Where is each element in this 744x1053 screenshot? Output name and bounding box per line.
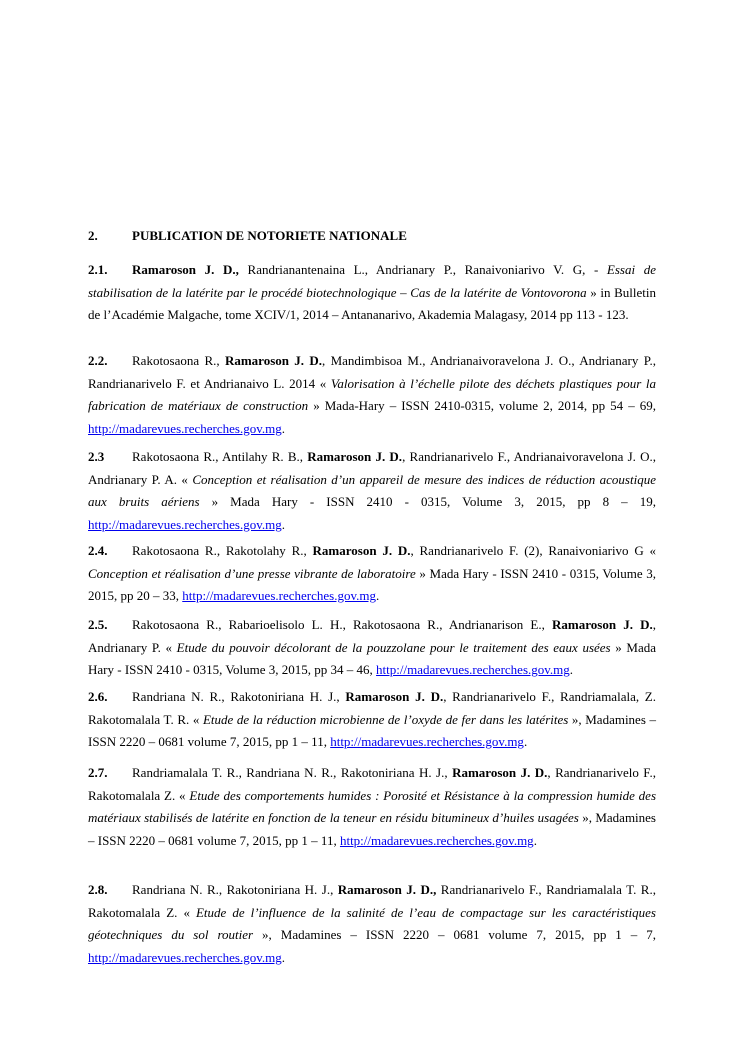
- entry-number: 2.7.: [88, 765, 108, 780]
- entry-lead: Randriamalala T. R., Randriana N. R., Rakotoniriana H. J.,: [132, 765, 453, 780]
- entry-authors: Randrianarivelo F., Randriamalala T. R., Rakotomalala Z. «: [88, 882, 656, 920]
- entry-title: Etude du pouvoir décolorant de la pouzzolane pour le traitement des eaux usées: [176, 639, 611, 655]
- entry-end: .: [533, 832, 537, 848]
- section-number: 2.: [88, 228, 98, 243]
- entry-end: .: [375, 588, 380, 603]
- entry-lead: Rakotosaona R., Rakotolahy R.,: [132, 543, 313, 558]
- entry-title: Valorisation à l’échelle pilote des déchets plastiques pour la fabrication de matériaux de construction: [88, 375, 656, 413]
- entry-lead: Rakotosaona R.,: [132, 353, 225, 368]
- entry-authors: , Mandimbisoa M., Andrianaivoravelona J. O., Andrianary P., Randrianarivelo F. et Andrianaivo L. 2014 «: [88, 353, 656, 391]
- section-heading: [88, 227, 656, 245]
- entry-details: » Mada Hary - ISSN 2410 - 0315, Volume 3, 2015, pp 34 – 46,: [88, 639, 656, 677]
- entry-number: 2.6.: [88, 689, 108, 704]
- publication-entry: [88, 762, 656, 852]
- entry-number: 2.8.: [88, 882, 108, 897]
- entry-link[interactable]: http://madarevues.recherches.gov.mg: [88, 949, 282, 965]
- entry-number: 2.5.: [88, 617, 108, 632]
- entry-title: Essai de stabilisation de la latérite par le procédé biotechnologique – Cas de la latérite de Vontovorona: [88, 262, 656, 300]
- entry-lead: Rakotosaona R., Antilahy R. B.,: [132, 449, 308, 464]
- entry-number: 2.4.: [88, 543, 108, 558]
- entry-authors: , Randrianarivelo F., Rakotomalala Z. «: [88, 765, 656, 803]
- publication-entry: [88, 446, 656, 536]
- entry-details: », Madamines – ISSN 2220 – 0681 volume 7, 2015, pp 1 – 7,: [253, 927, 656, 942]
- entry-end: .: [569, 662, 574, 677]
- entry-link[interactable]: http://madarevues.recherches.gov.mg: [376, 662, 570, 677]
- author-highlight: Ramaroson J. D.: [452, 765, 548, 780]
- publication-entry: [88, 540, 656, 608]
- entry-title: Etude de la réduction microbienne de l’oxyde de fer dans les latérites: [202, 711, 569, 727]
- author-highlight: Ramaroson J. D.: [312, 543, 411, 558]
- entry-link[interactable]: http://madarevues.recherches.gov.mg: [88, 516, 282, 532]
- publication-entry: [88, 686, 656, 754]
- publication-entry: [88, 259, 656, 327]
- entry-end: .: [281, 949, 285, 965]
- entry-title: Etude des comportements humides : Porosité et Résistance à la compression humide des matériaux stabilisés de latérite en fonction de la teneur en résidu bitumineux d’huiles usagées: [88, 787, 657, 825]
- entry-end: .: [281, 420, 285, 436]
- entry-authors: , Andrianary P. «: [88, 617, 656, 655]
- author-highlight: Ramaroson J. D.: [307, 449, 403, 464]
- entry-lead: Randriana N. R., Rakotoniriana H. J.,: [132, 689, 346, 704]
- entry-link[interactable]: http://madarevues.recherches.gov.mg: [88, 420, 282, 436]
- entry-details: », Madamines – ISSN 2220 – 0681 volume 7, 2015, pp 1 – 11,: [88, 711, 656, 749]
- entry-number: 2.1.: [88, 262, 108, 277]
- publication-entry: [88, 350, 656, 440]
- entry-details: » Mada Hary - ISSN 2410 - 0315, Volume 3, 2015, pp 8 – 19,: [199, 494, 656, 509]
- entry-number: 2.3: [88, 449, 105, 464]
- entry-authors: Randrianantenaina L., Andrianary P., Ranaivoniarivo V. G, -: [238, 262, 607, 277]
- entry-end: .: [523, 734, 528, 749]
- entry-link[interactable]: http://madarevues.recherches.gov.mg: [330, 734, 524, 749]
- author-highlight: Ramaroson J. D.: [224, 353, 323, 368]
- section-title: PUBLICATION DE NOTORIETE NATIONALE: [132, 228, 407, 243]
- entry-authors: , Randrianarivelo F. (2), Ranaivoniarivo G «: [410, 543, 656, 558]
- author-highlight: Ramaroson J. D.: [345, 689, 444, 704]
- publication-entry: [88, 614, 656, 682]
- entry-lead: Randriana N. R., Rakotoniriana H. J.,: [132, 882, 338, 897]
- publication-entry: [88, 879, 656, 969]
- entry-link[interactable]: http://madarevues.recherches.gov.mg: [182, 588, 376, 603]
- entry-lead: Rakotosaona R., Rabarioelisolo L. H., Rakotosaona R., Andrianarison E.,: [132, 617, 553, 632]
- entry-authors: , Randrianarivelo F., Randriamalala, Z. Rakotomalala T. R. «: [88, 689, 656, 727]
- entry-link[interactable]: http://madarevues.recherches.gov.mg: [339, 832, 534, 848]
- author-highlight: Ramaroson J. D.: [552, 617, 653, 632]
- author-highlight: Ramaroson J. D.,: [337, 882, 437, 897]
- entry-details: » Mada-Hary – ISSN 2410-0315, volume 2, 2014, pp 54 – 69,: [308, 398, 656, 413]
- entry-title: Conception et réalisation d’un appareil de mesure des indices de réduction acoustique aux bruits aériens: [88, 471, 656, 509]
- entry-authors: , Randrianarivelo F., Andrianaivoravelona J. O., Andrianary P. A. «: [88, 449, 656, 487]
- entry-number: 2.2.: [88, 353, 108, 368]
- entry-details: » in Bulletin de l’Académie Malgache, tome XCIV/1, 2014 – Antananarivo, Akademia Malagasy, 2014 pp 113 - 123.: [88, 284, 656, 322]
- author-highlight: Ramaroson J. D.,: [132, 262, 239, 277]
- entry-title: Etude de l’influence de la salinité de l’eau de compactage sur les caractéristiques géotechniques du sol routier: [88, 904, 656, 942]
- entry-details: », Madamines – ISSN 2220 – 0681 volume 7, 2015, pp 1 – 11,: [88, 810, 656, 848]
- entry-end: .: [281, 516, 285, 532]
- entry-title: Conception et réalisation d’une presse vibrante de laboratoire: [88, 565, 416, 581]
- entry-details: » Mada Hary - ISSN 2410 - 0315, Volume 3, 2015, pp 20 – 33,: [88, 565, 656, 603]
